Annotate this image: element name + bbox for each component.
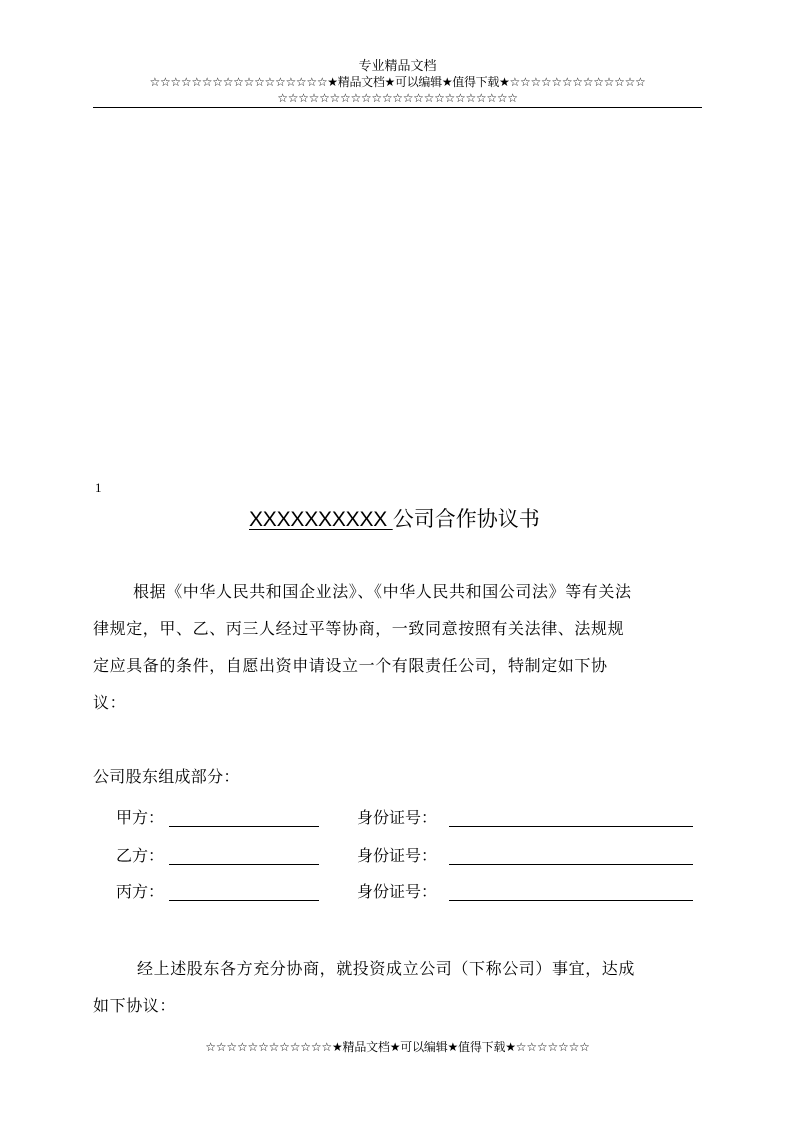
party-b-id-blank[interactable] (449, 864, 693, 865)
party-a-name-blank[interactable] (169, 826, 319, 827)
party-a-label: 甲方： (116, 808, 165, 827)
intro-paragraph (93, 573, 703, 721)
header-banner-line-1: ☆☆☆☆☆☆☆☆☆☆☆☆☆☆☆☆☆★精品文档★可以编辑★值得下载★☆☆☆☆☆☆☆☆☆☆☆☆☆ (149, 75, 646, 89)
intro-line: 律规定，甲、乙、丙三人经过平等协商，一致同意按照有关法律、法规规 (93, 619, 625, 638)
party-b-name-blank[interactable] (169, 864, 319, 865)
party-b-label: 乙方： (116, 846, 165, 865)
footer-banner: ☆☆☆☆☆☆☆☆☆☆☆☆★精品文档★可以编辑★值得下载★☆☆☆☆☆☆☆ (205, 1040, 590, 1054)
intro-line: 定应具备的条件，自愿出资申请设立一个有限责任公司，特制定如下协 (93, 656, 608, 675)
page-number: 1 (95, 480, 102, 495)
header-title: 专业精品文档 (358, 59, 437, 74)
party-c-id-label: 身份证号： (357, 882, 438, 901)
document-title (249, 506, 540, 533)
intro-line: 根据《中华人民共和国企业法》、《中华人民共和国公司法》等有关法 (133, 582, 632, 601)
party-c-label: 丙方： (116, 882, 165, 901)
document-title-suffix: 公司合作协议书 (392, 507, 540, 531)
closing-paragraph (93, 950, 703, 1024)
shareholder-row-party-b (116, 845, 696, 867)
closing-line: 经上述股东各方充分协商，就投资成立公司（下称公司）事宜，达成 (137, 959, 636, 978)
header-banner-line-2: ☆☆☆☆☆☆☆☆☆☆☆☆☆☆☆☆☆☆☆☆☆☆☆ (277, 91, 518, 105)
shareholder-row-party-a (116, 807, 696, 829)
closing-line: 如下协议： (93, 996, 177, 1015)
party-c-id-blank[interactable] (449, 900, 693, 901)
party-a-id-label: 身份证号： (357, 808, 438, 827)
party-a-id-blank[interactable] (449, 826, 693, 827)
shareholders-heading: 公司股东组成部分： (93, 767, 240, 786)
intro-line: 议： (93, 693, 127, 712)
party-b-id-label: 身份证号： (357, 846, 438, 865)
company-name-placeholder: XXXXXXXXXX (249, 508, 393, 531)
header-divider (93, 107, 702, 108)
party-c-name-blank[interactable] (169, 900, 319, 901)
shareholder-row-party-c (116, 881, 696, 903)
